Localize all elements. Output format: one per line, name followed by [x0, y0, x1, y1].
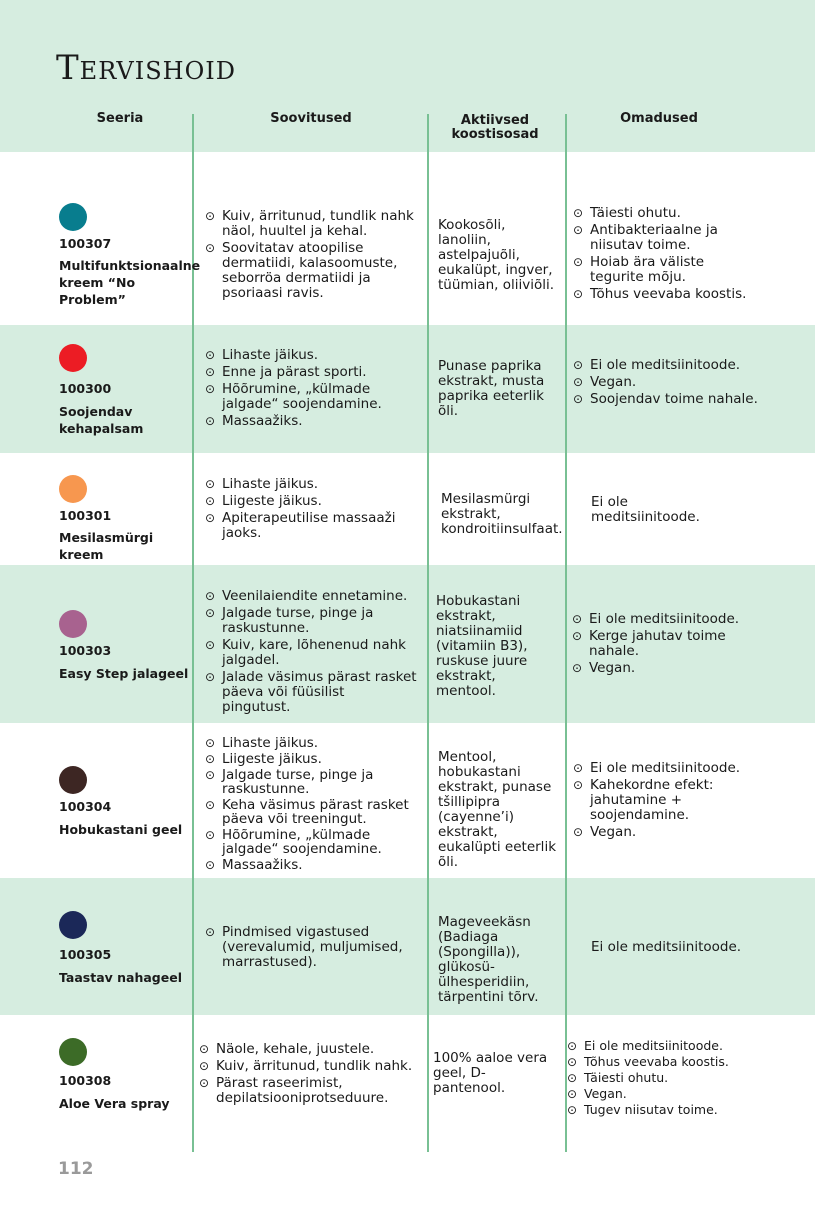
recommendation-item: ⊙ Hõõrumine, „külmade jalgade“ soojendamine.: [205, 828, 417, 856]
recommendation-item: ⊙ Keha väsimus pärast rasket päeva või treeningut.: [205, 798, 417, 826]
ingredients-cell: Mesilasmürgi ekstrakt, kondroitiinsulfaat.: [441, 491, 563, 537]
product-name: Taastav nahageel: [59, 970, 182, 985]
product-color-dot: [59, 475, 87, 503]
recommendations-cell: [205, 209, 415, 303]
property-item: ⊙ Antibakteriaalne ja niisutav toime.: [573, 223, 758, 253]
recommendations-cell: [205, 589, 417, 717]
recommendation-item: ⊙ Näole, kehale, juustele.: [199, 1042, 421, 1057]
property-item: ⊙ Ei ole meditsiinitoode.: [573, 358, 758, 373]
property-item: ⊙ Tugev niisutav toime.: [567, 1103, 767, 1117]
recommendation-item: ⊙ Liigeste jäikus.: [205, 494, 415, 509]
property-item: ⊙ Soojendav toime nahale.: [573, 392, 758, 407]
col-header-ingredients: Aktiivsed koostisosad: [451, 113, 539, 142]
page-title: Tervishoid: [56, 48, 236, 88]
properties-cell: [573, 358, 758, 409]
property-item: ⊙ Tõhus veevaba koostis.: [573, 287, 758, 302]
product-code: 100301: [59, 508, 112, 523]
product-name: Aloe Vera spray: [59, 1096, 170, 1111]
recommendation-item: ⊙ Jalgade turse, pinge ja raskustunne.: [205, 768, 417, 796]
recommendation-item: ⊙ Kuiv, ärritunud, tundlik nahk.: [199, 1059, 421, 1074]
property-item: ⊙ Ei ole meditsiinitoode.: [572, 612, 757, 627]
recommendations-cell: [205, 736, 417, 874]
product-code: 100308: [59, 1073, 112, 1088]
properties-cell: [573, 206, 758, 304]
page-number: 112: [58, 1159, 94, 1179]
property-item: ⊙ Vegan.: [573, 825, 758, 840]
property-item: ⊙ Ei ole meditsiinitoode.: [567, 1039, 767, 1053]
properties-cell: Ei ole meditsiinitoode.: [591, 939, 742, 955]
property-item: ⊙ Ei ole meditsiinitoode.: [573, 761, 758, 776]
product-code: 100305: [59, 947, 112, 962]
properties-cell: Ei ole meditsiinitoode.: [591, 494, 700, 525]
product-color-dot: [59, 1038, 87, 1066]
property-item: ⊙ Vegan.: [567, 1087, 767, 1101]
recommendations-cell: [205, 477, 415, 543]
properties-cell: [572, 612, 757, 678]
product-code: 100307: [59, 236, 112, 251]
recommendation-item: ⊙ Massaažiks.: [205, 858, 417, 872]
property-item: ⊙ Tõhus veevaba koostis.: [567, 1055, 767, 1069]
product-color-dot: [59, 766, 87, 794]
recommendation-item: ⊙ Hõõrumine, „külmade jalgade“ soojendamine.: [205, 382, 415, 412]
recommendation-item: ⊙ Lihaste jäikus.: [205, 477, 415, 492]
product-color-dot: [59, 911, 87, 939]
recommendation-item: ⊙ Veenilaiendite ennetamine.: [205, 589, 417, 604]
property-item: ⊙ Täiesti ohutu.: [573, 206, 758, 221]
property-item: ⊙ Kerge jahutav toime nahale.: [572, 629, 757, 659]
recommendation-item: ⊙ Lihaste jäikus.: [205, 736, 417, 750]
recommendation-item: ⊙ Kuiv, kare, lõhenenud nahk jalgadel.: [205, 638, 417, 668]
recommendation-item: ⊙ Jalgade turse, pinge ja raskustunne.: [205, 606, 417, 636]
recommendation-item: ⊙ Enne ja pärast sporti.: [205, 365, 415, 380]
product-color-dot: [59, 610, 87, 638]
ingredients-cell: Mentool, hobukastani ekstrakt, punase tšillipipra (cayenne’i) ekstrakt, eukalüpti eeterlik õli.: [438, 749, 557, 870]
recommendation-item: ⊙ Kuiv, ärritunud, tundlik nahk näol, huultel ja kehal.: [205, 209, 415, 239]
col-header-properties: Omadused: [620, 111, 698, 126]
product-color-dot: [59, 344, 87, 372]
recommendation-item: ⊙ Jalade väsimus pärast rasket päeva või füüsilist pingutust.: [205, 670, 417, 715]
recommendation-item: ⊙ Liigeste jäikus.: [205, 752, 417, 766]
product-color-dot: [59, 203, 87, 231]
product-code: 100303: [59, 643, 112, 658]
recommendations-cell: [205, 925, 415, 972]
ingredients-cell: Kookosõli, lanoliin, astelpajuõli, eukalüpt, ingver, tüümian, oliiviõli.: [438, 217, 555, 293]
product-name: Hobukastani geel: [59, 822, 183, 837]
recommendation-item: ⊙ Soovitatav atoopilise dermatiidi, kalasoomuste, seborröa dermatiidi ja psoriaasi ravis.: [205, 241, 415, 301]
recommendation-item: ⊙ Massaažiks.: [205, 414, 415, 429]
product-name: Easy Step jalageel: [59, 666, 189, 681]
recommendation-item: ⊙ Apiterapeutilise massaaži jaoks.: [205, 511, 415, 541]
ingredients-cell: 100% aaloe vera geel, D-pantenool.: [433, 1050, 548, 1096]
col-header-recommendations: Soovitused: [270, 111, 352, 126]
property-item: ⊙ Vegan.: [573, 375, 758, 390]
property-item: ⊙ Vegan.: [572, 661, 757, 676]
recommendation-item: ⊙ Pärast raseerimist, depilatsiooniprotseduure.: [199, 1076, 421, 1106]
recommendation-item: ⊙ Lihaste jäikus.: [205, 348, 415, 363]
ingredients-cell: Hobukastani ekstrakt, niatsiinamiid (vitamiin B3), ruskuse juure ekstrakt, mentool.: [436, 593, 528, 699]
ingredients-cell: Punase paprika ekstrakt, musta paprika eeterlik õli.: [438, 358, 545, 419]
property-item: ⊙ Täiesti ohutu.: [567, 1071, 767, 1085]
product-code: 100304: [59, 799, 112, 814]
properties-cell: [567, 1039, 767, 1119]
product-name: Multifunktsionaalne kreem “No Problem”: [59, 258, 201, 307]
product-name: Soojendav kehapalsam: [59, 404, 144, 436]
recommendations-cell: [199, 1042, 421, 1108]
ingredients-cell: Mageveekäsn (Badiaga (Spongilla)), glükosü-ülhesperidiin, tärpentini tõrv.: [438, 914, 539, 1005]
product-name: Mesilasmürgi kreem: [59, 530, 154, 562]
recommendations-cell: [205, 348, 415, 431]
column-divider: [427, 114, 429, 1152]
column-divider: [565, 114, 567, 1152]
properties-cell: [573, 761, 758, 842]
product-code: 100300: [59, 381, 112, 396]
recommendation-item: ⊙ Pindmised vigastused (verevalumid, muljumised, marrastused).: [205, 925, 415, 970]
property-item: ⊙ Kahekordne efekt: jahutamine + soojendamine.: [573, 778, 758, 823]
property-item: ⊙ Hoiab ära väliste tegurite mõju.: [573, 255, 758, 285]
col-header-series: Seeria: [96, 111, 144, 126]
